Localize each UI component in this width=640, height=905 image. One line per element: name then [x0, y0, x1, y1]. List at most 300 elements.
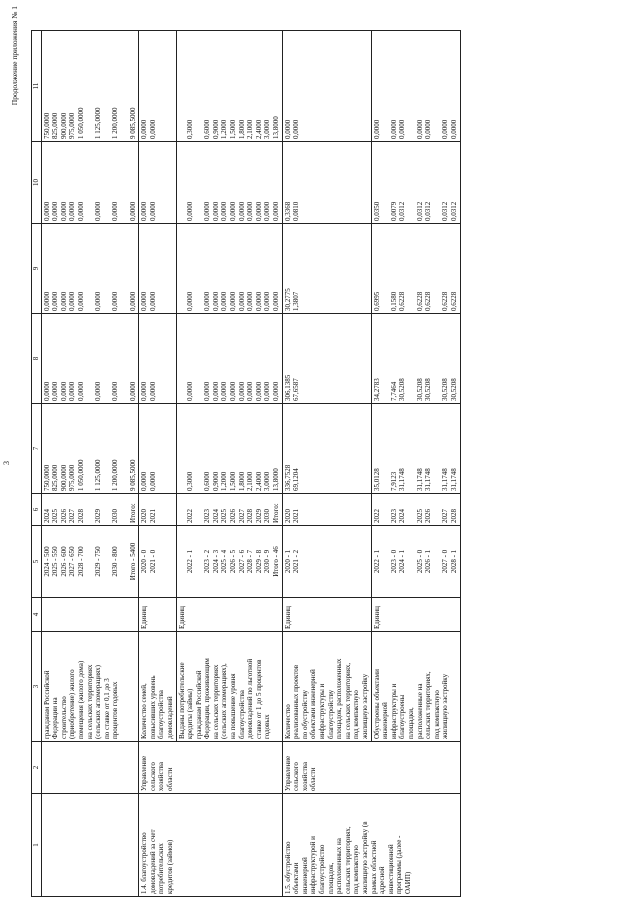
responsible-org-line: области	[309, 767, 318, 791]
indicator-text-line: помещения (жилого дома)	[76, 660, 85, 739]
table-cell: 0,0000	[140, 201, 149, 221]
table-cell: 0,0000	[94, 291, 103, 311]
table-cell: 0,0000	[111, 291, 120, 311]
measure-name-line: расположенных на	[335, 838, 344, 894]
table-cell: 900,0000	[59, 464, 68, 491]
table-cell: 1 050,0000	[76, 459, 85, 491]
measure-name-line: адресной	[378, 866, 387, 894]
table-cell: 2027 - 6	[237, 549, 246, 574]
table-cell: 2023 - 0	[389, 549, 398, 574]
values-col-7	[282, 404, 371, 494]
program-table	[31, 30, 461, 897]
indicator-text-line: кредиты (займы)	[186, 688, 195, 739]
table-cell: 0,0312	[449, 201, 458, 221]
table-cell: 0,0000	[272, 291, 281, 311]
table-cell: 2021	[148, 509, 157, 523]
unit-cell	[139, 598, 176, 632]
table-cell: 0,0000	[254, 291, 263, 311]
table-cell: 0,0000	[42, 291, 51, 311]
table-cell: 0,0000	[140, 291, 149, 311]
indicator-text-line: (сельских агломерациях),	[220, 663, 229, 739]
table-cell: 2,4000	[254, 471, 263, 491]
table-cell: 0,6000	[203, 119, 212, 139]
table-cell: 2028	[449, 509, 458, 523]
table-cell: 0,0000	[254, 201, 263, 221]
table-cell: 7,7464	[389, 381, 398, 401]
indicator-text	[176, 632, 282, 742]
table-cell: 2027 - 0	[441, 549, 450, 574]
table-cell: 0,0000	[51, 381, 60, 401]
table-cell: 2022 - 1	[372, 549, 381, 574]
values-col-8	[41, 314, 139, 404]
table-cell: 0,0000	[140, 119, 149, 139]
measure-name-line: площадок,	[326, 862, 335, 894]
table-cell: 0,6000	[203, 471, 212, 491]
table-cell: 0,0000	[292, 119, 301, 139]
table-cell: 2025 - 4	[220, 549, 229, 574]
table-cell: 0,6228	[398, 291, 407, 311]
table-cell: Итого - 5400	[128, 542, 137, 581]
values-col-5	[282, 526, 371, 598]
table-cell: 2025	[51, 509, 60, 523]
responsible-org-line: Управление	[283, 755, 292, 791]
table-cell: 0,0810	[292, 201, 301, 221]
table-cell: 2024	[211, 509, 220, 523]
table-cell: 336,7528	[283, 464, 292, 491]
table-cell: 0,0000	[128, 381, 137, 401]
table-cell: 0,0000	[128, 291, 137, 311]
values-col-6	[139, 494, 176, 526]
cell-col2	[41, 742, 139, 794]
values-col-9	[282, 224, 371, 314]
table-cell: 0,0000	[203, 201, 212, 221]
table-cell: 0,0000	[220, 291, 229, 311]
values-col-8	[139, 314, 176, 404]
table-cell: 2021	[292, 509, 301, 523]
table-cell: 1 125,0000	[94, 459, 103, 491]
table-cell: 31,1748	[415, 468, 424, 491]
table-cell: 0,0000	[51, 291, 60, 311]
table-cell: 2023	[389, 509, 398, 523]
table-cell: 31,1748	[398, 468, 407, 491]
measure-name-line: потребительских	[157, 843, 166, 894]
column-number-2: 2	[32, 742, 42, 794]
table-cell: 1 200,0000	[111, 459, 120, 491]
table-cell: Итого:	[128, 503, 137, 523]
values-col-10	[282, 142, 371, 224]
measure-name-line: под компактную	[352, 845, 361, 894]
measure-name-line: инженерной	[300, 857, 309, 894]
measure-name-line: объектами	[292, 862, 301, 894]
table-cell: 30,5208	[449, 378, 458, 401]
indicator-text-line: Федерации на	[51, 697, 60, 739]
indicator-text-line: повысивших уровень	[148, 675, 157, 739]
values-col-7	[139, 404, 176, 494]
table-cell: 0,6995	[372, 291, 381, 311]
table-cell: 0,0000	[51, 201, 60, 221]
table-cell: 13,8000	[272, 468, 281, 491]
indicator-text-line: инфраструктуры и	[318, 683, 326, 739]
indicator-text-line: (приобретение) жилого	[68, 669, 77, 739]
measure-name-line: рамках областной	[369, 840, 378, 894]
indicator-text-line: Обустроены объектами	[372, 669, 381, 739]
table-cell: 69,1204	[292, 468, 301, 491]
indicator-text-line: площадок, расположенных	[335, 658, 344, 739]
table-cell: 34,2783	[372, 378, 381, 401]
values-col-6	[282, 494, 371, 526]
indicator-text-line: под компактную	[352, 690, 361, 739]
indicator-text	[41, 632, 139, 742]
table-cell: 2020 - 1	[283, 549, 292, 574]
table-cell: Итого:	[272, 503, 281, 523]
table-cell: 30,5208	[415, 378, 424, 401]
table-cell: 0,0000	[76, 381, 85, 401]
table-cell: 9 085,5000	[128, 459, 137, 491]
table-cell: 0,3000	[186, 119, 195, 139]
responsible-org	[139, 742, 283, 794]
table-cell: 2024 - 3	[211, 549, 220, 574]
table-cell: 0,0000	[203, 291, 212, 311]
table-cell: 0,6228	[441, 291, 450, 311]
table-cell: 0,6228	[424, 291, 433, 311]
values-col-6	[41, 494, 139, 526]
table-cell: 750,0000	[42, 112, 51, 139]
responsible-org-line: сельского	[148, 762, 157, 791]
indicator-text-line: процентов годовых	[111, 681, 120, 739]
measure-name	[139, 794, 283, 897]
indicator-text-line: инженерной	[381, 702, 390, 739]
table-cell: 2027 - 650	[68, 546, 77, 577]
table-cell: 67,6587	[292, 378, 301, 401]
table-cell: 750,0000	[42, 464, 51, 491]
measure-name	[282, 794, 460, 897]
responsible-org	[282, 742, 460, 794]
table-cell: Итого - 46	[272, 546, 281, 577]
table-cell: 0,0000	[59, 291, 68, 311]
table-cell: 2024 - 1	[398, 549, 407, 574]
values-col-10	[41, 142, 139, 224]
indicator-text-line: инфраструктуры и	[389, 683, 398, 739]
indicator-text-line: Количество семей,	[140, 683, 149, 739]
values-col-9	[176, 224, 282, 314]
indicator-text-line: на повышение уровня	[229, 673, 238, 739]
table-cell: 0,0000	[186, 381, 195, 401]
indicator-text-line: жилищную застройку	[441, 673, 450, 739]
table-cell: 0,0000	[140, 381, 149, 401]
table-cell: 0,0000	[128, 201, 137, 221]
values-col-5	[139, 526, 176, 598]
table-cell: 7,9123	[389, 471, 398, 491]
indicator-text-line: ставке от 1 до 5 процентов	[254, 659, 263, 739]
measure-name-line: 1.4. благоустройство	[140, 832, 149, 894]
values-col-8	[176, 314, 282, 404]
measure-name-line: программы (далее -	[395, 835, 404, 894]
table-cell: 2023 - 2	[203, 549, 212, 574]
table-cell: 2020 - 0	[140, 549, 149, 574]
column-number-11: 11	[32, 31, 42, 142]
table-cell: 0,0000	[59, 201, 68, 221]
values-col-11	[371, 31, 460, 142]
table-cell: 2026 - 5	[229, 549, 238, 574]
table-cell: 2028	[246, 509, 255, 523]
table-cell: 825,0000	[51, 112, 60, 139]
indicator-text-line: благоустроены	[398, 694, 407, 739]
table-cell: 900,0000	[59, 112, 68, 139]
table-cell: 0,0000	[272, 201, 281, 221]
table-cell: 2028 - 1	[449, 549, 458, 574]
table-cell: 2021 - 0	[148, 549, 157, 574]
table-cell: 0,9000	[211, 119, 220, 139]
values-col-7	[371, 404, 460, 494]
table-cell: 2025 - 0	[415, 549, 424, 574]
table-cell: 1,3807	[292, 291, 301, 311]
table-cell: 0,0000	[229, 291, 238, 311]
responsible-org-line: хозяйства	[300, 762, 309, 791]
unit-cell	[176, 598, 282, 632]
values-col-11	[139, 31, 176, 142]
table-cell: 0,0000	[148, 201, 157, 221]
table-cell: 975,0000	[68, 464, 77, 491]
table-cell: 825,0000	[51, 464, 60, 491]
table-cell: 0,0000	[59, 381, 68, 401]
table-cell: 31,1748	[424, 468, 433, 491]
measure-name-line: инвестиционной	[386, 844, 395, 894]
indicator-text-line: по обустройству	[300, 689, 309, 739]
column-number-10: 10	[32, 142, 42, 224]
column-number-1: 1	[32, 794, 42, 897]
table-cell: 0,0000	[415, 119, 424, 139]
table-cell: 0,0000	[140, 471, 149, 491]
values-col-8	[282, 314, 371, 404]
table-cell: 0,0000	[220, 201, 229, 221]
table-cell: 0,0000	[237, 201, 246, 221]
indicator-text-line: под компактную	[432, 690, 441, 739]
indicator-text-line: Количество	[283, 704, 292, 739]
table-cell: 2030 - 9	[263, 549, 272, 574]
table-cell: 0,0000	[263, 201, 272, 221]
table-cell: 0,0000	[246, 291, 255, 311]
values-col-11	[41, 31, 139, 142]
values-col-10	[139, 142, 176, 224]
table-cell: 0,0000	[398, 119, 407, 139]
table-cell: 2029 - 750	[94, 546, 103, 577]
measure-name-line: сельских территориях,	[343, 826, 352, 894]
measure-name-line: 1.5. обустройство	[283, 841, 292, 894]
unit-cell	[371, 598, 460, 632]
table-cell: 0,0000	[68, 291, 77, 311]
values-col-11	[176, 31, 282, 142]
table-cell: 0,0000	[186, 201, 195, 221]
table-cell: 2027	[68, 509, 77, 523]
column-number-3: 3	[32, 632, 42, 742]
values-col-7	[176, 404, 282, 494]
table-cell: 13,8000	[272, 116, 281, 139]
table-cell: 2026 - 1	[424, 549, 433, 574]
table-cell: 0,9000	[211, 471, 220, 491]
table-cell: 0,0079	[389, 201, 398, 221]
values-col-11	[282, 31, 371, 142]
column-number-8: 8	[32, 314, 42, 404]
table-cell: 2030	[111, 509, 120, 523]
table-cell: 0,0312	[398, 201, 407, 221]
values-col-5	[176, 526, 282, 598]
table-cell: 1 200,0000	[111, 107, 120, 139]
table-cell: 1,8000	[237, 119, 246, 139]
indicator-text-line: гражданам Российской	[194, 670, 203, 739]
table-cell: 2026	[59, 509, 68, 523]
table-cell: 2020	[283, 509, 292, 523]
appendix-label: Продолжение приложения № 1	[10, 6, 19, 106]
unit-cell-text: Единиц	[372, 606, 381, 629]
responsible-org-line: области	[165, 767, 174, 791]
table-cell: 0,0000	[449, 119, 458, 139]
table-cell: 0,0000	[148, 291, 157, 311]
table-cell: 0,3000	[186, 471, 195, 491]
indicator-text-line: благоустройству	[326, 689, 335, 739]
table-cell: 2,4000	[254, 119, 263, 139]
table-body	[32, 31, 461, 897]
unit-cell	[282, 598, 371, 632]
table-cell: 0,1580	[389, 291, 398, 311]
table-cell: 0,0312	[424, 201, 433, 221]
indicator-text	[282, 632, 371, 742]
indicator-text-line: жилищную застройку	[360, 673, 369, 739]
values-col-8	[371, 314, 460, 404]
table-cell: 2026 - 600	[59, 546, 68, 577]
table-cell: 1,8000	[237, 471, 246, 491]
table-cell: 0,0000	[272, 381, 281, 401]
indicator-text-line: годовых	[263, 714, 272, 739]
table-cell: 1,2000	[220, 119, 229, 139]
indicator-text-line: сельских территориях,	[424, 671, 433, 739]
table-cell: 0,0000	[229, 201, 238, 221]
table-cell: 31,1748	[441, 468, 450, 491]
table-cell: 0,0312	[415, 201, 424, 221]
table-cell: 0,6228	[449, 291, 458, 311]
table-cell: 306,1385	[283, 374, 292, 401]
indicator-text-line: на сельских территориях	[85, 664, 94, 739]
table-cell: 2025	[415, 509, 424, 523]
values-col-5	[371, 526, 460, 598]
values-col-5	[41, 526, 139, 598]
indicator-text-line: домовладений по льготной	[246, 658, 255, 739]
indicator-text	[371, 632, 460, 742]
table-cell: 0,0000	[186, 291, 195, 311]
table-cell: 1,5000	[229, 471, 238, 491]
measure-name-line: домовладений за счет	[148, 829, 157, 894]
responsible-org-line: хозяйства	[157, 762, 166, 791]
table-cell: 2025	[220, 509, 229, 523]
table-cell: 2021 - 2	[292, 549, 301, 574]
table-row	[282, 31, 371, 897]
measure-name-line: жилищную застройку (в	[360, 821, 369, 894]
measure-name-line: ОАИП)	[403, 871, 412, 894]
table-cell: 30,5208	[424, 378, 433, 401]
table-cell: 0,0000	[42, 381, 51, 401]
table-cell: 2028 - 7	[246, 549, 255, 574]
table-cell: 0,0000	[42, 201, 51, 221]
table-cell: 0,0000	[94, 381, 103, 401]
indicator-text-line: строительство	[59, 696, 68, 739]
unit-cell	[41, 598, 139, 632]
table-cell: 2028	[76, 509, 85, 523]
table-cell: 0,3368	[283, 201, 292, 221]
table-cell: 2,1000	[246, 119, 255, 139]
table-cell: 2024	[398, 509, 407, 523]
table-cell: 0,0000	[372, 119, 381, 139]
indicator-text-line: объектами инженерной	[309, 669, 318, 739]
column-number-6: 6	[32, 494, 42, 526]
indicator-text-line: расположенные на	[415, 683, 424, 739]
table-cell: 30,2775	[283, 288, 292, 311]
table-cell: 2026	[424, 509, 433, 523]
table-cell: 1,2000	[220, 471, 229, 491]
unit-cell-text: Единиц	[283, 606, 292, 629]
table-cell: 35,0128	[372, 468, 381, 491]
responsible-org-line: сельского	[292, 762, 301, 791]
table-cell: 3,0000	[263, 471, 272, 491]
table-cell: 0,0000	[148, 119, 157, 139]
table-cell: 2030 - 800	[111, 546, 120, 577]
measure-name-line: кредитов (займов)	[165, 839, 174, 894]
indicator-text-line: реализованных проектов	[292, 664, 301, 739]
responsible-org-line: Управление	[140, 755, 149, 791]
table-cell: 0,0000	[203, 381, 212, 401]
table-cell: 0,0000	[211, 201, 220, 221]
indicator-text-line: по ставке от 0,1 до 3	[102, 678, 111, 739]
table-cell: 0,0000	[283, 119, 292, 139]
measure-name-line: инфраструктурой и	[309, 836, 318, 894]
values-col-9	[139, 224, 176, 314]
table-cell: 2029	[94, 509, 103, 523]
table-cell: 0,0000	[237, 381, 246, 401]
table-cell: 2028 - 700	[76, 546, 85, 577]
table-cell: 0,0000	[211, 291, 220, 311]
table-cell: 0,0000	[237, 291, 246, 311]
table-cell: 2022	[372, 509, 381, 523]
table-cell: 0,0000	[111, 381, 120, 401]
table-cell: 2022 - 1	[186, 549, 195, 574]
indicator-text-line: на сельских территориях	[211, 664, 220, 739]
table-cell: 1,5000	[229, 119, 238, 139]
table-cell: 2025 - 550	[51, 546, 60, 577]
indicator-text-line: гражданам Российской	[42, 670, 51, 739]
table-cell: 2020	[140, 509, 149, 523]
indicator-text-line: домовладений	[165, 696, 174, 739]
table-cell: 3,0000	[263, 119, 272, 139]
values-col-10	[371, 142, 460, 224]
column-number-7: 7	[32, 404, 42, 494]
table-cell: 30,5208	[441, 378, 450, 401]
table-cell: 0,0000	[246, 381, 255, 401]
table-cell: 2022	[186, 509, 195, 523]
table-cell: 2026	[229, 509, 238, 523]
table-cell: 0,0000	[389, 119, 398, 139]
table-cell: 0,0000	[220, 381, 229, 401]
indicator-text-line: Федерации, проживающим	[203, 658, 212, 739]
values-col-6	[176, 494, 282, 526]
table-row	[41, 31, 139, 897]
indicator-text-line: на сельских территориях,	[343, 662, 352, 739]
table-cell: 2023	[203, 509, 212, 523]
table-cell: 2027	[441, 509, 450, 523]
table-cell: 2027	[237, 509, 246, 523]
page-number: 3	[2, 461, 11, 465]
column-number-9: 9	[32, 224, 42, 314]
indicator-text-line: благоустройства	[237, 690, 246, 739]
table-cell: 0,0000	[211, 381, 220, 401]
indicator-text-line: благоустройства	[157, 690, 166, 739]
